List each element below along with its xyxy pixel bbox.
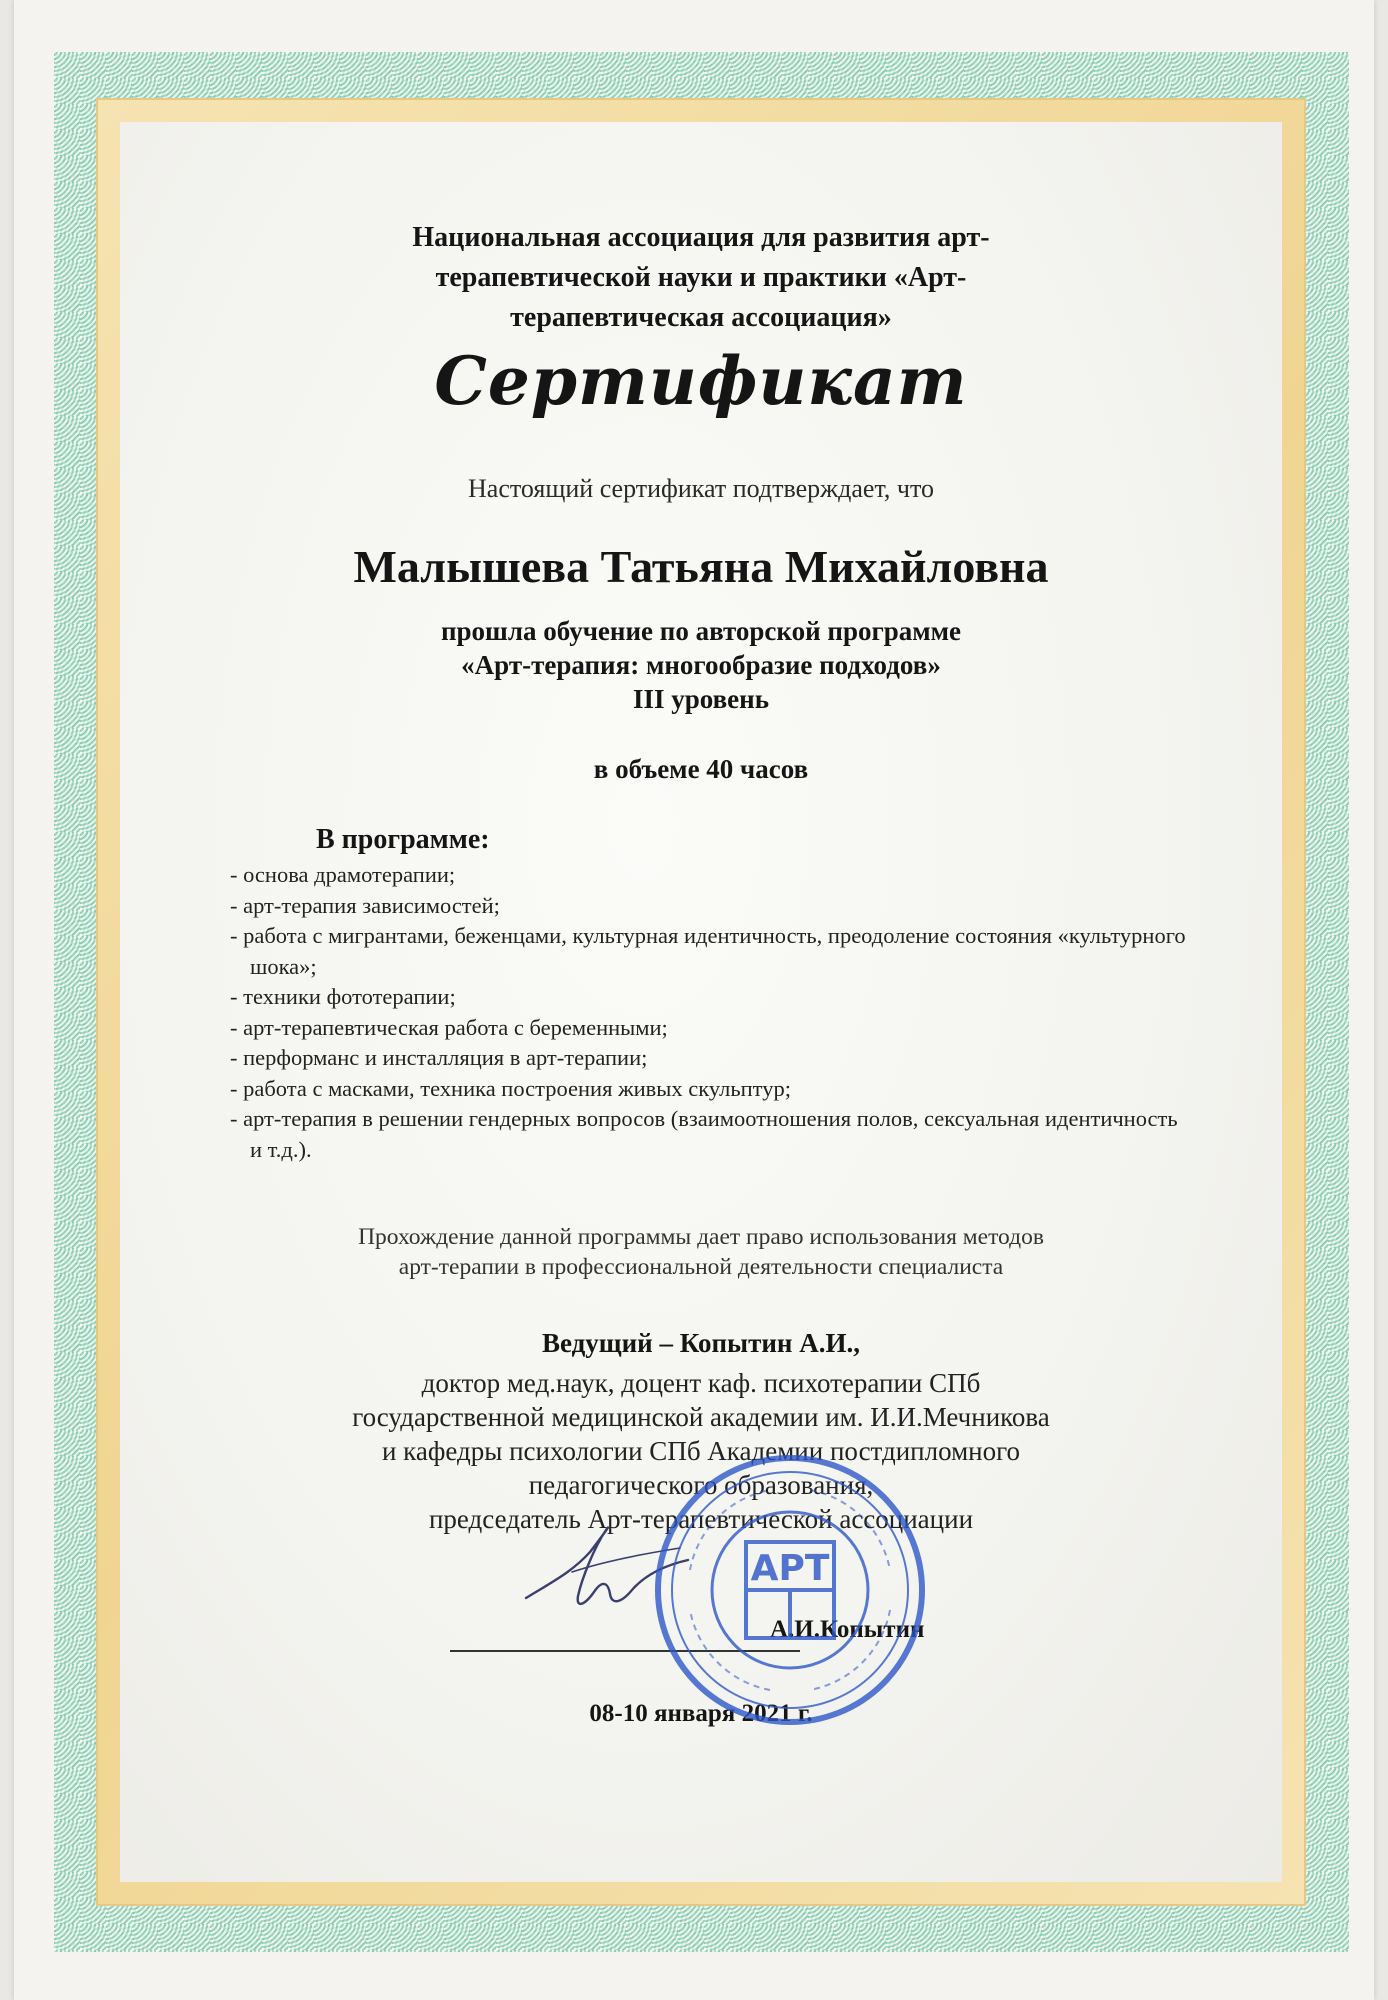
program-name: «Арт-терапия: многообразие подходов» [461, 650, 941, 680]
signature-line [450, 1650, 800, 1652]
list-item: - работа с масками, техника построения живых скульптур; [230, 1075, 791, 1101]
organization-text: Национальная ассоциация для развития арт-терапевтической науки и практики «Арт-терапевтическая ассоциация» [412, 222, 990, 333]
program-list [230, 860, 1190, 1165]
credential-line: педагогического образования, [528, 1470, 874, 1500]
certificate-sheet [14, 0, 1374, 2000]
stamp-text: АРТ [750, 1548, 830, 1589]
organization-name [120, 218, 1282, 338]
credential-line: государственной медицинской академии им. И.И.Мечникова [352, 1402, 1050, 1432]
recipient-name: Малышева Татьяна Михайловна [353, 541, 1049, 592]
list-item: - работа с мигрантами, беженцами, культурная идентичность, преодоление состояния «культурного шока»; [230, 923, 1186, 979]
credential-line: председатель Арт-терапевтической ассоциации [428, 1504, 974, 1534]
certificate-body [120, 122, 1282, 1882]
program-level: III уровень [632, 684, 769, 714]
rights-statement [120, 1222, 1282, 1282]
list-item: - арт-терапевтическая работа с беременными; [230, 1014, 668, 1040]
list-item: - перформанс и инсталляция в арт-терапии; [230, 1045, 648, 1070]
program-heading: В программе: [316, 824, 490, 855]
list-item: - техники фототерапии; [230, 984, 456, 1009]
rights-line: Прохождение данной программы дает право использования методов [358, 1224, 1044, 1250]
confirmation-line: Настоящий сертификат подтверждает, что [468, 474, 934, 503]
rights-line: арт-терапии в профессиональной деятельности специалиста [398, 1254, 1004, 1280]
list-item: - основа драмотерапии; [230, 862, 456, 887]
lead-credentials [120, 1366, 1282, 1536]
program-hours: в объеме 40 часов [593, 754, 809, 784]
lead-name: Ведущий – Копытин А.И., [542, 1328, 860, 1358]
credential-line: и кафедры психологии СПб Академии постдипломного [381, 1436, 1021, 1466]
completed-program [120, 614, 1282, 716]
certificate-title: Сертификат [434, 342, 968, 420]
list-item: - арт-терапия зависимостей; [230, 892, 500, 918]
credential-line: доктор мед.наук, доцент каф. психотерапии СПб [421, 1368, 981, 1398]
signatory-name: А.И.Копытин [770, 1616, 925, 1643]
list-item: - арт-терапия в решении гендерных вопросов (взаимоотношения полов, сексуальная идентичность и т.д.). [230, 1106, 1178, 1162]
completed-line: прошла обучение по авторской программе [440, 616, 962, 646]
issue-date: 08-10 января 2021 г. [589, 1700, 813, 1727]
